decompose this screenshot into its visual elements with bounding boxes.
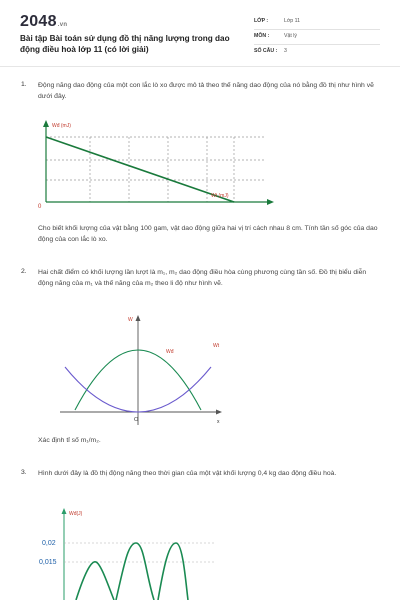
document-meta [254, 15, 380, 59]
tick-label-0-015: 0,015 [39, 559, 57, 566]
question-text: Hai chất điểm có khối lượng lần lượt là m₁, m₂ dao động điều hòa cùng phương cùng tần số. Đồ thị biểu diễn động năng của m₁ và thế năng của m₂ theo li độ như hình vẽ. [38, 269, 367, 287]
y-axis-label: Wđ (mJ) [52, 123, 71, 129]
curve-1-label: Wđ [166, 349, 174, 355]
question-text: Xác định tỉ số m₁/m₂. [38, 437, 101, 444]
energy-graph-1 [30, 118, 280, 218]
tick-label-0-02: 0,02 [42, 540, 56, 547]
brand-name: 2048 [20, 13, 57, 30]
origin-label: 0 [38, 204, 42, 210]
y-axis-arrow [43, 120, 49, 127]
brand-suffix: .vn [57, 22, 68, 28]
meta-row-subject [254, 30, 380, 45]
document-title: Bài tập Bài toán sử dụng đồ thị năng lượng trong dao động điều hoà lớp 11 (có lời giải) [20, 34, 230, 54]
meta-key: MÔN : [254, 33, 270, 39]
meta-value: Lớp 11 [284, 18, 300, 24]
curve-2-label: Wt [213, 343, 220, 349]
x-axis-label: x [217, 419, 220, 425]
origin-label: O [134, 417, 139, 423]
question-text: Hình dưới đây là đồ thị động năng theo thời gian của một vật khối lượng 0,4 kg dao động điều hoà. [38, 470, 337, 477]
question-text: Động năng dao động của một con lắc lò xo được mô tả theo thế năng dao động của nó bằng đồ thị như hình vẽ dưới đây. [38, 82, 374, 100]
x-axis-arrow [267, 199, 274, 205]
energy-graph-2 [55, 310, 235, 428]
meta-row-count [254, 45, 380, 59]
question-text: Cho biết khối lượng của vật bằng 100 gam, vật dao động giữa hai vị trí cách nhau 8 cm. Tính tần số góc của dao động của con lắc lò xo. [38, 225, 378, 243]
document-header [0, 0, 400, 66]
question-number: 3. [21, 469, 27, 476]
y-axis-arrow [136, 315, 141, 321]
energy-graph-3 [36, 505, 226, 600]
energy-line [46, 137, 234, 202]
site-logo[interactable] [20, 13, 67, 31]
question-number: 1. [21, 81, 27, 88]
meta-key: SỐ CÂU : [254, 48, 278, 54]
x-axis-arrow [216, 410, 222, 415]
meta-value: 3 [284, 48, 287, 54]
header-divider [0, 66, 400, 67]
y-axis-label: W [128, 317, 133, 323]
x-axis-label: Wt (mJ) [211, 193, 229, 199]
kinetic-energy-curve [76, 543, 188, 600]
y-axis-label: Wđ(J) [69, 511, 83, 517]
meta-key: LỚP : [254, 18, 269, 24]
y-axis-arrow [62, 508, 67, 514]
meta-row-class [254, 15, 380, 30]
question-number: 2. [21, 268, 27, 275]
meta-value: Vật lý [284, 33, 297, 39]
